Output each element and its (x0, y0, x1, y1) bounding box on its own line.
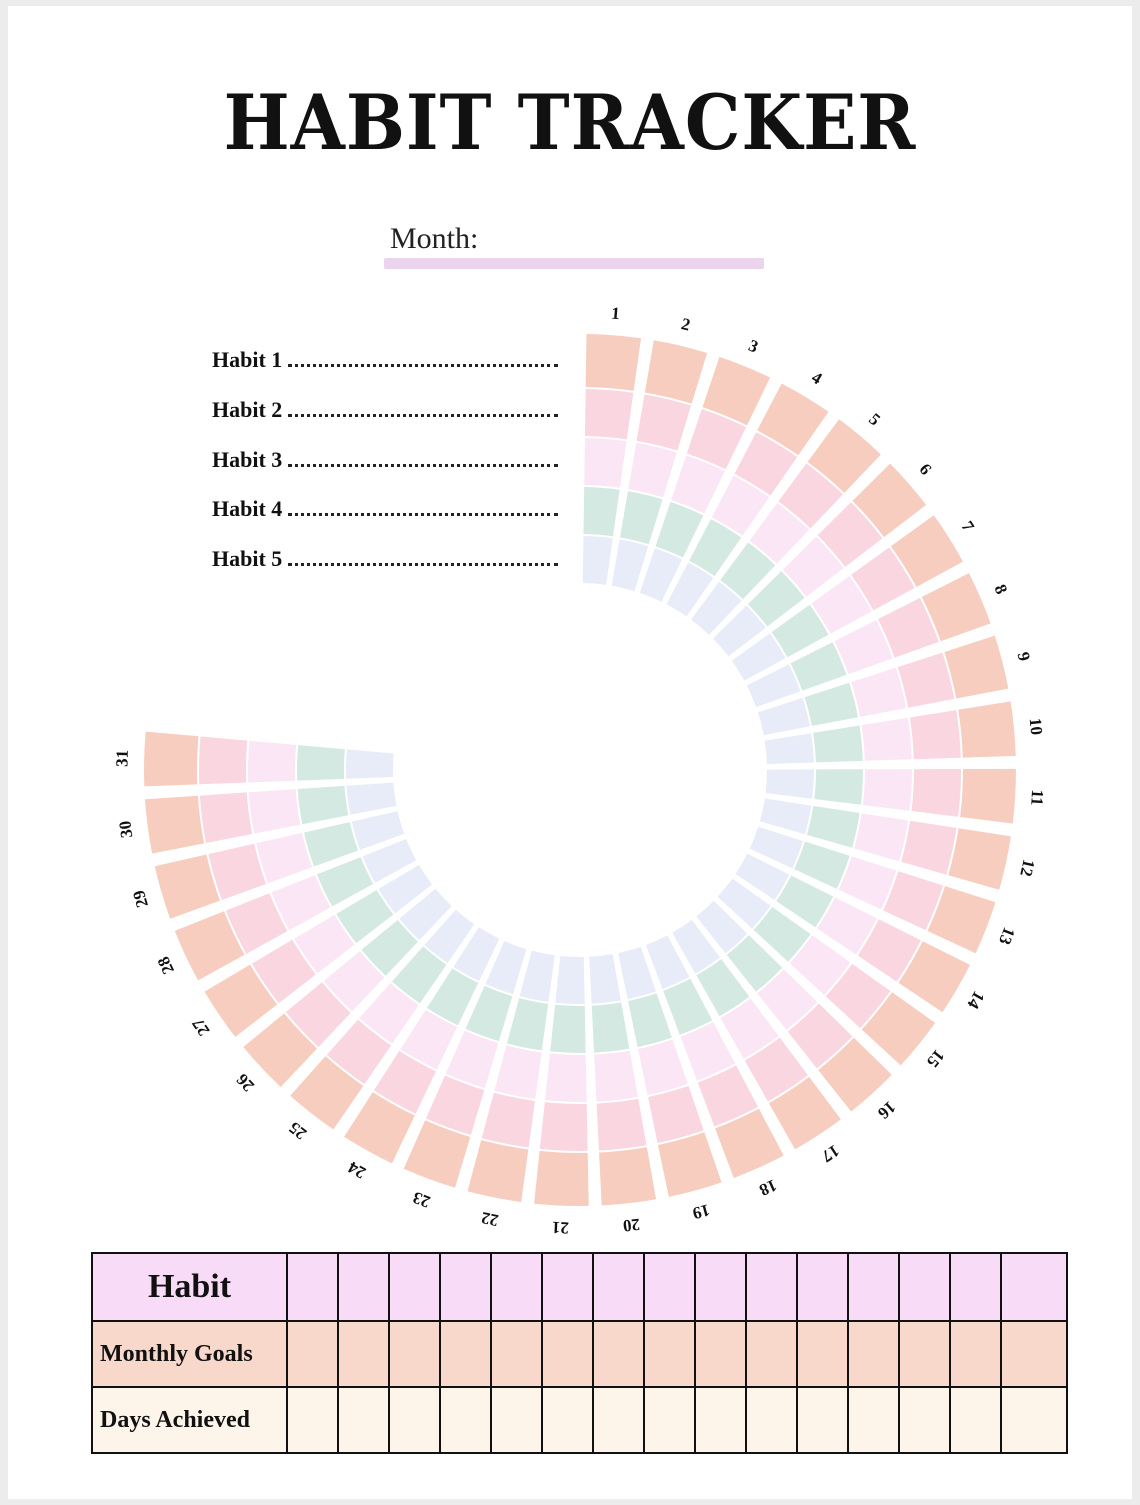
habit-4-day-10-cell[interactable] (813, 725, 863, 762)
habit-3-day-21-cell[interactable] (545, 1053, 587, 1102)
month-label: Month: (390, 222, 479, 255)
habit-4-day-21-cell[interactable] (550, 1005, 586, 1053)
summary-cell-r1-c8[interactable] (644, 1253, 695, 1321)
summary-cell-r1-c6[interactable] (542, 1253, 593, 1321)
habit-4-day-19-cell[interactable] (628, 993, 672, 1047)
day-label-8: 8 (990, 581, 1012, 597)
summary-cell-r3-c15[interactable] (1001, 1387, 1067, 1453)
habit-5-day-1-cell[interactable] (583, 536, 613, 585)
day-label-3: 3 (745, 335, 761, 357)
summary-cell-r3-c14[interactable] (950, 1387, 1001, 1453)
habit-4-day-12-cell[interactable] (807, 806, 860, 848)
summary-cell-r1-c5[interactable] (491, 1253, 542, 1321)
habit-1-day-11-cell[interactable] (960, 769, 1016, 824)
habit-3-day-29-cell[interactable] (256, 833, 312, 883)
summary-cell-r1-c3[interactable] (389, 1253, 440, 1321)
habit-5-day-11-cell[interactable] (766, 769, 814, 798)
habit-2-day-11-cell[interactable] (911, 769, 961, 817)
day-label-14: 14 (963, 987, 989, 1013)
habit-4-day-11-cell[interactable] (814, 769, 863, 804)
summary-cell-r1-c11[interactable] (797, 1253, 848, 1321)
summary-cell-r1-c13[interactable] (899, 1253, 950, 1321)
summary-cell-r3-c4[interactable] (440, 1387, 491, 1453)
day-label-1: 1 (610, 303, 621, 324)
page-title: HABIT TRACKER (223, 78, 917, 167)
summary-cell-r3-c13[interactable] (899, 1387, 950, 1453)
habit-5-day-10-cell[interactable] (765, 733, 814, 764)
summary-row-monthly-goals (92, 1321, 1067, 1387)
summary-cell-r1-c14[interactable] (950, 1253, 1001, 1321)
habit-2-day-1-cell[interactable] (585, 389, 633, 439)
summary-cell-r3-c12[interactable] (848, 1387, 899, 1453)
habit-1-day-1-cell[interactable] (586, 334, 641, 391)
summary-cell-r2-c12[interactable] (848, 1321, 899, 1387)
habit-1-day-9-cell[interactable] (944, 636, 1008, 699)
day-label-17: 17 (818, 1140, 843, 1167)
day-label-13: 13 (994, 924, 1019, 948)
day-label-18: 18 (756, 1175, 780, 1200)
habit-1-day-10-cell[interactable] (958, 701, 1016, 757)
habit-5-day-30-cell[interactable] (347, 783, 397, 815)
day-label-25: 25 (285, 1117, 311, 1144)
day-label-15: 15 (922, 1045, 949, 1072)
day-label-11: 11 (1027, 788, 1048, 807)
habit-1-day-20-cell[interactable] (599, 1147, 656, 1205)
day-label-12: 12 (1016, 857, 1039, 879)
habit-2-day-22-cell[interactable] (482, 1093, 535, 1148)
summary-cell-r2-c8[interactable] (644, 1321, 695, 1387)
summary-cell-r3-c11[interactable] (797, 1387, 848, 1453)
habit-3-day-22-cell[interactable] (494, 1045, 541, 1099)
habit-5-day-31-cell[interactable] (346, 749, 394, 778)
habit-label-2: Habit 2 (212, 397, 283, 422)
summary-cell-r1-c2[interactable] (338, 1253, 389, 1321)
summary-cell-r2-c5[interactable] (491, 1321, 542, 1387)
habit-1-day-12-cell[interactable] (948, 828, 1011, 890)
habit-3-day-30-cell[interactable] (249, 789, 301, 833)
day-label-6: 6 (915, 459, 936, 479)
habit-3-day-9-cell[interactable] (851, 668, 906, 717)
summary-cell-r3-c7[interactable] (593, 1387, 644, 1453)
habit-5-day-22-cell[interactable] (520, 951, 555, 1002)
summary-cell-r2-c1[interactable] (287, 1321, 338, 1387)
summary-cell-r3-c5[interactable] (491, 1387, 542, 1453)
summary-cell-r3-c6[interactable] (542, 1387, 593, 1453)
day-label-10: 10 (1025, 717, 1047, 736)
habit-2-day-29-cell[interactable] (208, 844, 266, 900)
habit-1-day-21-cell[interactable] (534, 1151, 589, 1206)
habit-4-day-1-cell[interactable] (584, 487, 620, 536)
habit-5-day-2-cell[interactable] (612, 539, 649, 591)
habit-2-day-21-cell[interactable] (540, 1102, 588, 1151)
summary-cell-r3-c8[interactable] (644, 1387, 695, 1453)
day-label-9: 9 (1013, 650, 1034, 663)
summary-cell-r1-c1[interactable] (287, 1253, 338, 1321)
summary-cell-r1-c12[interactable] (848, 1253, 899, 1321)
habit-2-day-2-cell[interactable] (637, 395, 692, 451)
day-label-29: 29 (129, 888, 153, 910)
habit-4-day-9-cell[interactable] (805, 683, 859, 726)
habit-1-day-30-cell[interactable] (145, 796, 204, 854)
habit-5-day-21-cell[interactable] (555, 956, 584, 1004)
day-label-27: 27 (188, 1014, 214, 1040)
summary-cell-r1-c7[interactable] (593, 1253, 644, 1321)
summary-header-days-achieved: Days Achieved (92, 1387, 287, 1453)
habit-1-day-2-cell[interactable] (645, 340, 707, 403)
day-label-2: 2 (679, 314, 693, 335)
summary-cell-r2-c15[interactable] (1001, 1321, 1067, 1387)
summary-cell-r2-c11[interactable] (797, 1321, 848, 1387)
habit-3-day-10-cell[interactable] (861, 718, 911, 761)
summary-cell-r3-c1[interactable] (287, 1387, 338, 1453)
summary-row-days-achieved (92, 1387, 1067, 1453)
day-label-24: 24 (344, 1157, 369, 1183)
habit-1-day-19-cell[interactable] (658, 1132, 722, 1197)
habit-1-day-29-cell[interactable] (155, 855, 220, 919)
summary-cell-r2-c2[interactable] (338, 1321, 389, 1387)
habit-5-day-12-cell[interactable] (760, 798, 811, 834)
habit-3-day-20-cell[interactable] (594, 1051, 638, 1102)
habit-4-day-2-cell[interactable] (620, 491, 663, 544)
summary-cell-r2-c9[interactable] (695, 1321, 746, 1387)
day-label-28: 28 (153, 953, 178, 978)
summary-cell-r2-c3[interactable] (389, 1321, 440, 1387)
habit-label-5: Habit 5 (212, 546, 283, 571)
summary-header-habit: Habit (92, 1253, 287, 1321)
habit-4-day-29-cell[interactable] (304, 822, 358, 866)
day-label-23: 23 (410, 1187, 433, 1212)
habit-label-4: Habit 4 (212, 496, 283, 521)
summary-cell-r3-c9[interactable] (695, 1387, 746, 1453)
summary-cell-r2-c13[interactable] (899, 1321, 950, 1387)
habit-2-day-10-cell[interactable] (910, 710, 961, 759)
summary-cell-r2-c10[interactable] (746, 1321, 797, 1387)
summary-cell-r3-c2[interactable] (338, 1387, 389, 1453)
habit-3-day-31-cell[interactable] (248, 741, 296, 783)
habit-4-day-22-cell[interactable] (507, 998, 548, 1050)
habit-4-day-20-cell[interactable] (592, 1002, 630, 1052)
habit-2-day-31-cell[interactable] (199, 736, 247, 784)
summary-cell-r3-c10[interactable] (746, 1387, 797, 1453)
day-label-21: 21 (551, 1217, 570, 1238)
summary-cell-r2-c4[interactable] (440, 1321, 491, 1387)
summary-cell-r1-c4[interactable] (440, 1253, 491, 1321)
habit-2-day-9-cell[interactable] (898, 653, 955, 708)
day-label-30: 30 (115, 819, 137, 840)
day-label-7: 7 (957, 517, 979, 535)
summary-cell-r2-c7[interactable] (593, 1321, 644, 1387)
summary-row-habit (92, 1253, 1067, 1321)
habit-4-day-31-cell[interactable] (297, 745, 345, 781)
habit-2-day-12-cell[interactable] (901, 821, 956, 875)
day-label-31: 31 (112, 749, 132, 768)
habit-2-day-19-cell[interactable] (648, 1086, 704, 1143)
day-label-4: 4 (808, 367, 826, 389)
habit-1-day-22-cell[interactable] (468, 1140, 529, 1202)
habit-label-3: Habit 3 (212, 447, 283, 472)
summary-header-monthly-goals: Monthly Goals (92, 1321, 287, 1387)
habit-3-day-2-cell[interactable] (628, 443, 677, 498)
habit-summary-table (91, 1252, 1068, 1454)
day-label-5: 5 (865, 409, 885, 430)
habit-4-day-30-cell[interactable] (298, 786, 349, 824)
summary-cell-r1-c9[interactable] (695, 1253, 746, 1321)
habit-1-day-31-cell[interactable] (144, 732, 198, 787)
day-label-22: 22 (479, 1208, 501, 1231)
day-label-16: 16 (874, 1097, 900, 1123)
habit-5-day-20-cell[interactable] (589, 954, 621, 1004)
habit-2-day-20-cell[interactable] (597, 1099, 647, 1151)
summary-cell-r2-c14[interactable] (950, 1321, 1001, 1387)
summary-cell-r3-c3[interactable] (389, 1387, 440, 1453)
day-label-20: 20 (621, 1214, 641, 1236)
habit-2-day-30-cell[interactable] (200, 792, 252, 843)
habit-3-day-19-cell[interactable] (638, 1040, 688, 1095)
habit-label-1: Habit 1 (212, 347, 283, 372)
habit-3-day-1-cell[interactable] (584, 438, 626, 488)
day-label-26: 26 (232, 1069, 259, 1096)
summary-cell-r1-c10[interactable] (746, 1253, 797, 1321)
summary-cell-r1-c15[interactable] (1001, 1253, 1067, 1321)
summary-cell-r2-c6[interactable] (542, 1321, 593, 1387)
day-label-19: 19 (690, 1200, 712, 1224)
habit-3-day-12-cell[interactable] (854, 813, 908, 861)
habit-3-day-11-cell[interactable] (863, 769, 912, 811)
